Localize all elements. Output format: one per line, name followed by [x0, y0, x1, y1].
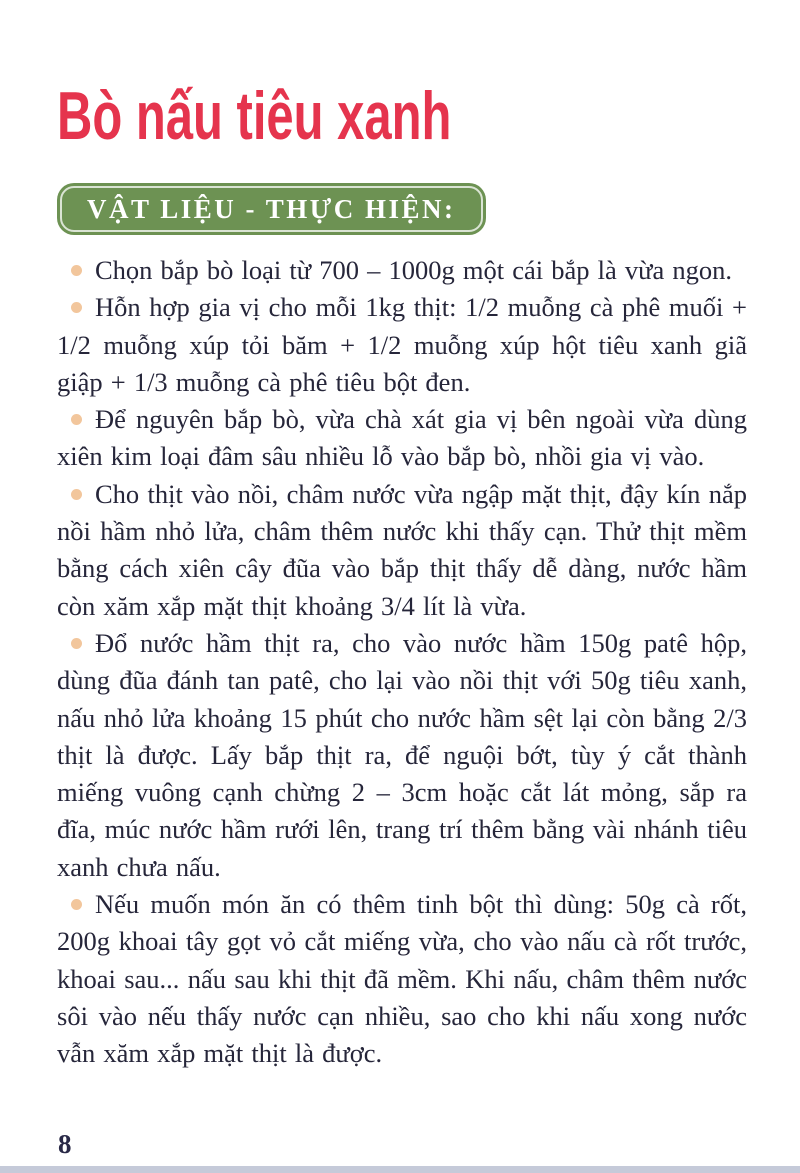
bullet-icon	[71, 638, 82, 649]
paragraph	[57, 476, 747, 625]
paragraph	[57, 252, 747, 289]
paragraph	[57, 401, 747, 476]
bullet-icon	[71, 265, 82, 276]
paragraph-text: Cho thịt vào nồi, châm nước vừa ngập mặt thịt, đậy kín nắp nồi hầm nhỏ lửa, châm thêm nước khi thấy cạn. Thử thịt mềm bằng cách xiên cây đũa vào bắp thịt thấy dễ dàng, nước hầm còn xăm xắp mặt thịt khoảng 3/4 lít là vừa.	[57, 478, 747, 621]
section-badge	[57, 183, 486, 235]
footer-strip	[0, 1166, 800, 1173]
bullet-icon	[71, 414, 82, 425]
bullet-icon	[71, 899, 82, 910]
paragraph	[57, 886, 747, 1072]
bullet-icon	[71, 302, 82, 313]
paragraph-text: Đổ nước hầm thịt ra, cho vào nước hầm 150g patê hộp, dùng đũa đánh tan patê, cho lại vào nồi thịt với 50g tiêu xanh, nấu nhỏ lửa khoảng 15 phút cho nước hầm sệt lại còn bằng 2/3 thịt là được. Lấy bắp thịt ra, để nguội bớt, tùy ý cắt thành miếng vuông cạnh chừng 2 – 3cm hoặc cắt lát mỏng, sắp ra đĩa, múc nước hầm rưới lên, trang trí thêm bằng vài nhánh tiêu xanh chưa nấu.	[57, 627, 747, 882]
paragraph-list	[57, 252, 747, 1073]
bullet-icon	[71, 489, 82, 500]
page-title: Bò nấu tiêu xanh	[57, 78, 452, 154]
paragraph	[57, 625, 747, 886]
paragraph-text: Chọn bắp bò loại từ 700 – 1000g một cái bắp là vừa ngon.	[95, 255, 733, 285]
paragraph-text: Để nguyên bắp bò, vừa chà xát gia vị bên ngoài vừa dùng xiên kim loại đâm sâu nhiều lỗ vào bắp bò, nhồi gia vị vào.	[57, 404, 747, 472]
paragraph	[57, 289, 747, 401]
page-number: 8	[58, 1129, 72, 1159]
section-badge-label: VẬT LIỆU - THỰC HIỆN:	[87, 193, 456, 224]
paragraph-text: Hỗn hợp gia vị cho mỗi 1kg thịt: 1/2 muỗng cà phê muối + 1/2 muỗng xúp tỏi băm + 1/2 muỗng xúp hột tiêu xanh giã giập + 1/3 muỗng cà phê tiêu bột đen.	[57, 292, 747, 397]
paragraph-text: Nếu muốn món ăn có thêm tinh bột thì dùng: 50g cà rốt, 200g khoai tây gọt vỏ cắt miếng vừa, cho vào nấu cà rốt trước, khoai sau... nấu sau khi thịt đã mềm. Khi nấu, châm thêm nước sôi vào nếu thấy nước cạn nhiều, sao cho khi nấu xong nước vẫn xăm xắp mặt thịt là được.	[57, 889, 747, 1069]
